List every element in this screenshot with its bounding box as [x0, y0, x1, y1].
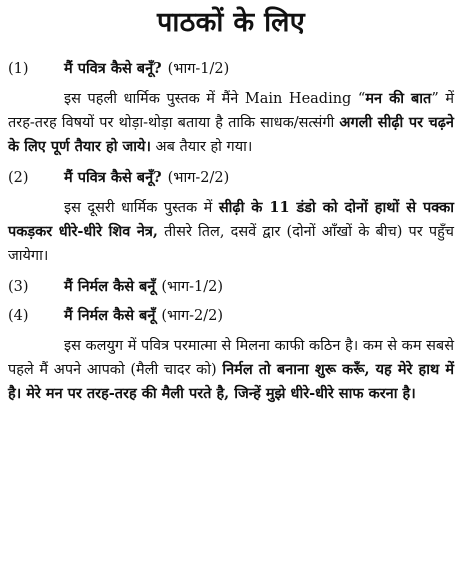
- item-paragraph-1: [8, 87, 454, 159]
- item-part: (भाग-2/2): [161, 308, 224, 324]
- para-seg-bold: निर्मल तो बनाना शुरू करूँ, यह मेरे हाथ में है। मेरे मन पर तरह-तरह की मैली परते है, जिन्हें मुझे धीरे-धीरे साफ करना है।: [8, 361, 454, 402]
- item-number: (2): [8, 170, 29, 186]
- item-part: (भाग-2/2): [167, 170, 230, 186]
- item-part: (भाग-1/2): [161, 279, 224, 295]
- para-seg-bold: सीढ़ी के 11 डंडो को दोनों हाथों से पक्का पकड़कर धीरे-धीरे शिव नेत्र,: [8, 199, 454, 240]
- item-heading: मैं निर्मल कैसे बनूँ: [64, 307, 156, 324]
- item-heading: मैं निर्मल कैसे बनूँ: [64, 278, 156, 295]
- para-seg: इस दूसरी धार्मिक पुस्तक में: [64, 200, 219, 216]
- para-seg-bold: मन की बात: [365, 90, 432, 107]
- para-seg-bold: अगली सीढ़ी पर चढ़ने के लिए पूर्ण तैयार हो जाये।: [8, 114, 454, 155]
- para-seg: तीसरे तिल, दसवें द्वार (दोनों आँखों के बीच) पर पहुँच जायेगा।: [8, 224, 455, 264]
- item-part: (भाग-1/2): [167, 61, 230, 77]
- list-item-2: [8, 167, 454, 189]
- item-paragraph-4: [8, 334, 454, 406]
- para-seg: इस पहली धार्मिक पुस्तक में मैंने Main Heading “: [64, 91, 366, 107]
- para-seg: ” में तरह-तरह विषयों पर थोड़ा-थोड़ा बताया है ताकि साधक/सत्संगी: [8, 91, 454, 131]
- list-item-1: [8, 58, 454, 80]
- para-seg: अब तैयार हो गया।: [150, 139, 253, 155]
- item-number: (1): [8, 61, 29, 77]
- item-heading: मैं पवित्र कैसे बनूँ?: [64, 169, 162, 186]
- para-seg: इस कलयुग में पवित्र परमात्मा से मिलना काफी कठिन है। कम से कम सबसे पहले मैं अपने आपको (मैली चादर को): [8, 338, 454, 378]
- page-title: पाठकों के लिए: [157, 7, 305, 38]
- item-number: (4): [8, 308, 29, 324]
- list-item-3: [8, 276, 454, 298]
- item-number: (3): [8, 279, 29, 295]
- item-paragraph-2: [8, 196, 454, 268]
- item-heading: मैं पवित्र कैसे बनूँ?: [64, 60, 162, 77]
- list-item-4: [8, 305, 454, 327]
